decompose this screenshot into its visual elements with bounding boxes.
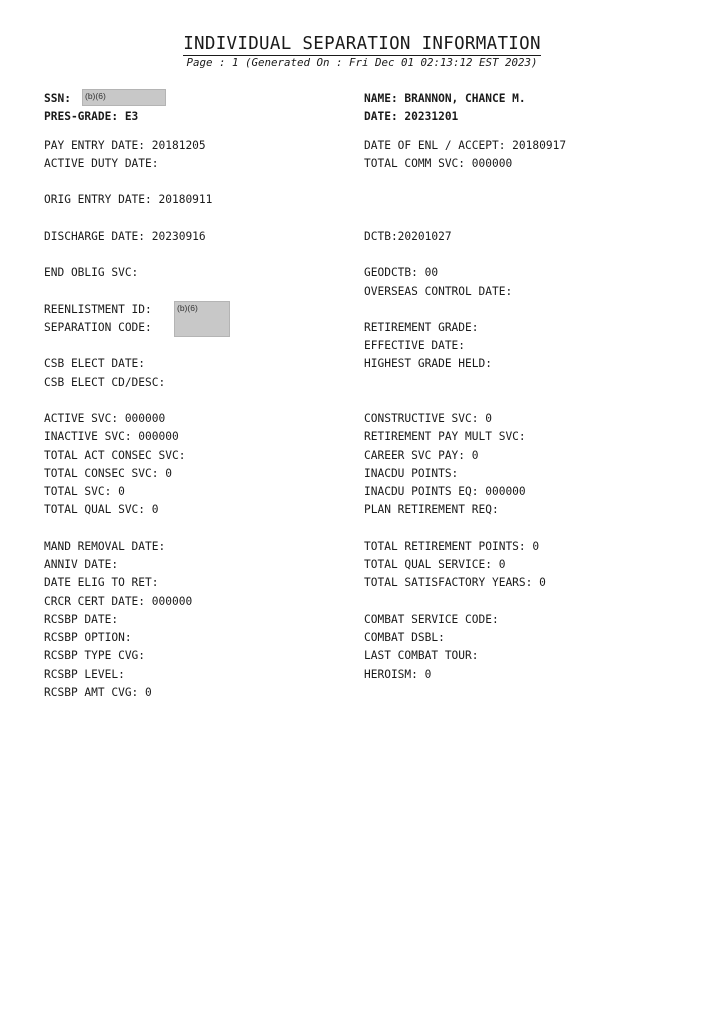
retirement-pay-mult-svc: RETIREMENT PAY MULT SVC: <box>364 430 526 443</box>
last-combat-tour: LAST COMBAT TOUR: <box>364 649 479 662</box>
active-svc: ACTIVE SVC: 000000 <box>44 412 166 425</box>
rcsbp-type-cvg: RCSBP TYPE CVG: <box>44 649 146 662</box>
date-elig-to-ret: DATE ELIG TO RET: <box>44 576 159 589</box>
total-retirement-points: TOTAL RETIREMENT POINTS: 0 <box>364 540 540 553</box>
effective-date: EFFECTIVE DATE: <box>364 339 466 352</box>
end-oblig-svc: END OBLIG SVC: <box>44 266 139 279</box>
orig-entry-date: ORIG ENTRY DATE: 20180911 <box>44 193 213 206</box>
date-of-enl-accept: DATE OF ENL / ACCEPT: 20180917 <box>364 139 567 152</box>
reenlistment-id: REENLISTMENT ID: <box>44 303 152 316</box>
csb-elect-cd-desc: CSB ELECT CD/DESC: <box>44 376 166 389</box>
heroism: HEROISM: 0 <box>364 668 432 681</box>
mand-removal-date: MAND REMOVAL DATE: <box>44 540 166 553</box>
rcsbp-date: RCSBP DATE: <box>44 613 119 626</box>
dctb: DCTB:20201027 <box>364 230 452 243</box>
anniv-date: ANNIV DATE: <box>44 558 119 571</box>
inacdu-points-eq: INACDU POINTS EQ: 000000 <box>364 485 526 498</box>
inactive-svc: INACTIVE SVC: 000000 <box>44 430 179 443</box>
csb-elect-date: CSB ELECT DATE: <box>44 357 146 370</box>
career-svc-pay: CAREER SVC PAY: 0 <box>364 449 479 462</box>
report-date: DATE: 20231201 <box>364 110 459 123</box>
reenlistment-redaction: (b)(6) <box>174 301 230 337</box>
retirement-grade: RETIREMENT GRADE: <box>364 321 479 334</box>
total-qual-service: TOTAL QUAL SERVICE: 0 <box>364 558 506 571</box>
total-qual-svc: TOTAL QUAL SVC: 0 <box>44 503 159 516</box>
ssn-redaction: (b)(6) <box>82 89 166 106</box>
inacdu-points: INACDU POINTS: <box>364 467 459 480</box>
rcsbp-option: RCSBP OPTION: <box>44 631 132 644</box>
rcsbp-amt-cvg: RCSBP AMT CVG: 0 <box>44 686 152 699</box>
combat-dsbl: COMBAT DSBL: <box>364 631 445 644</box>
total-consec-svc: TOTAL CONSEC SVC: 0 <box>44 467 172 480</box>
total-satisfactory-years: TOTAL SATISFACTORY YEARS: 0 <box>364 576 546 589</box>
discharge-date: DISCHARGE DATE: 20230916 <box>44 230 206 243</box>
geodctb: GEODCTB: 00 <box>364 266 439 279</box>
crcr-cert-date: CRCR CERT DATE: 000000 <box>44 595 193 608</box>
member-name: NAME: BRANNON, CHANCE M. <box>364 92 526 105</box>
rcsbp-level: RCSBP LEVEL: <box>44 668 125 681</box>
total-act-consec-svc: TOTAL ACT CONSEC SVC: <box>44 449 186 462</box>
total-svc: TOTAL SVC: 0 <box>44 485 125 498</box>
document-title: INDIVIDUAL SEPARATION INFORMATION <box>183 34 541 54</box>
combat-service-code: COMBAT SERVICE CODE: <box>364 613 499 626</box>
total-comm-svc: TOTAL COMM SVC: 000000 <box>364 157 513 170</box>
pay-entry-date: PAY ENTRY DATE: 20181205 <box>44 139 206 152</box>
highest-grade-held: HIGHEST GRADE HELD: <box>364 357 492 370</box>
overseas-control-date: OVERSEAS CONTROL DATE: <box>364 285 513 298</box>
generated-on-subtitle: Page : 1 (Generated On : Fri Dec 01 02:13:12 EST 2023) <box>186 56 538 69</box>
pres-grade: PRES-GRADE: E3 <box>44 110 139 123</box>
ssn-label: SSN: <box>44 92 71 105</box>
constructive-svc: CONSTRUCTIVE SVC: 0 <box>364 412 492 425</box>
separation-code: SEPARATION CODE: <box>44 321 152 334</box>
plan-retirement-req: PLAN RETIREMENT REQ: <box>364 503 499 516</box>
active-duty-date: ACTIVE DUTY DATE: <box>44 157 159 170</box>
